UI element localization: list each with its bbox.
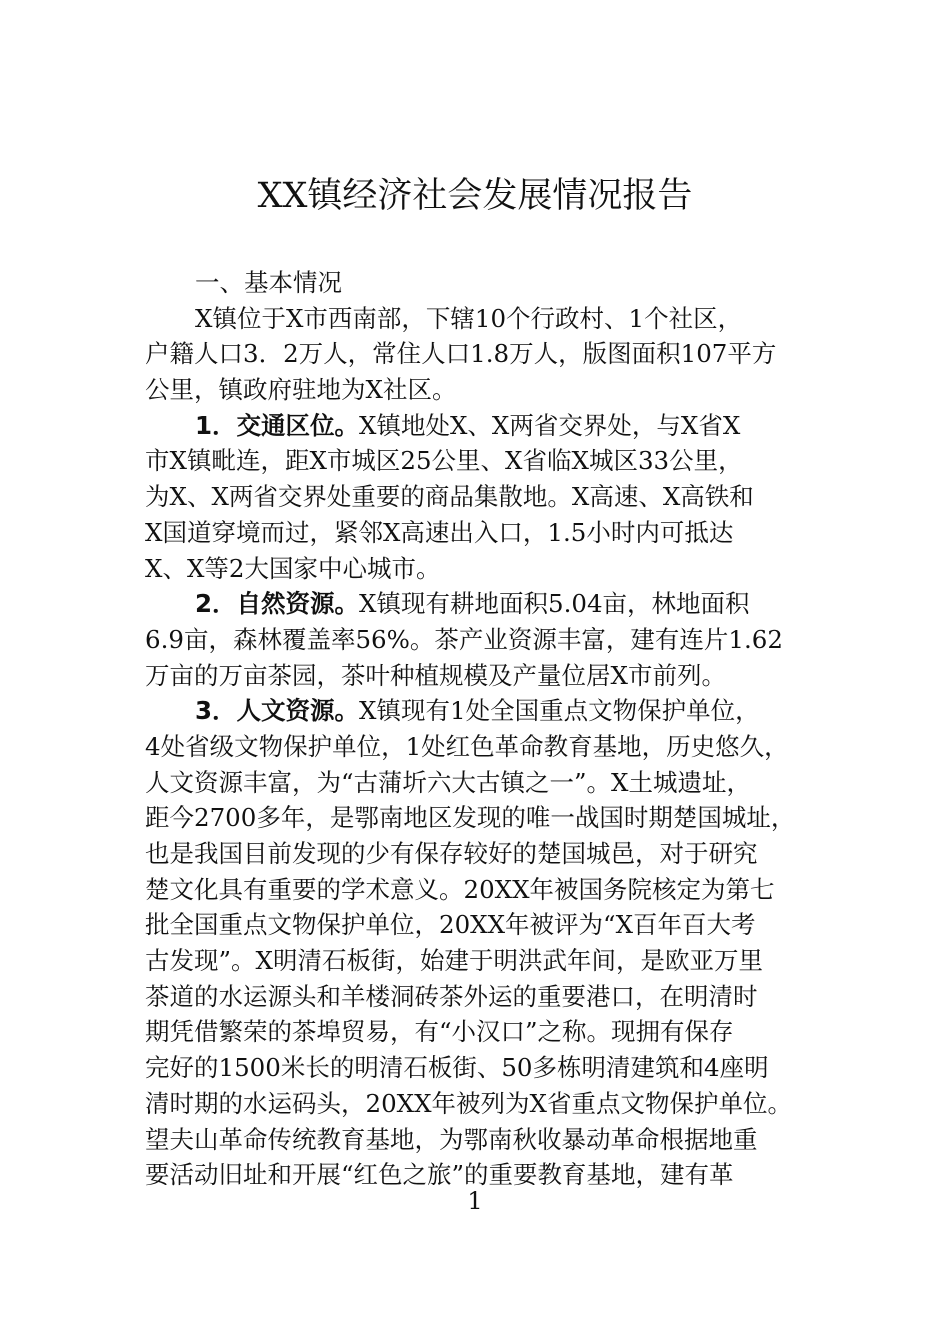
item-culture-line: 完好的1500米长的明清石板街、50多栋明清建筑和4座明: [145, 1053, 769, 1083]
item-transport-line: X、X等2大国家中心城市。: [145, 553, 441, 583]
item-culture-text: X镇现有1处全国重点文物保护单位，: [359, 696, 760, 726]
item-transport-text: X镇地处X、X两省交界处，与X省X: [359, 410, 741, 440]
item-culture-line: 楚文化具有重要的学术意义。20XX年被国务院核定为第七: [145, 874, 775, 904]
item-culture-lead: 3．人文资源。: [195, 696, 360, 726]
item-nature-lead: 2．自然资源。: [195, 589, 360, 619]
intro-line: 户籍人口3．2万人，常住人口1.8万人，版图面积107平方: [145, 339, 777, 369]
item-culture-line: 也是我国目前发现的少有保存较好的楚国城邑，对于研究: [145, 839, 758, 868]
document-body: [145, 265, 809, 1193]
page-number: 1: [467, 1187, 483, 1215]
item-nature-line: 6.9亩，森林覆盖率56%。茶产业资源丰富，建有连片1.62: [145, 624, 783, 654]
item-transport-lead: 1．交通区位。: [195, 410, 360, 440]
item-culture-line: 人文资源丰富，为“古蒲圻六大古镇之一”。X土城遗址，: [145, 767, 751, 797]
intro-line: X镇位于X市西南部，下辖10个行政村、1个社区，: [195, 303, 743, 333]
item-culture-line: 批全国重点文物保护单位，20XX年被评为“X百年百大考: [145, 910, 756, 940]
item-culture-line: 茶道的水运源头和羊楼洞砖茶外运的重要港口，在明清时: [145, 981, 758, 1011]
item-nature-first-line: [145, 586, 809, 622]
section-heading: 一、基本情况: [195, 268, 342, 297]
item-culture-first-line: [145, 693, 809, 729]
item-nature-text: X镇现有耕地面积5.04亩，林地面积: [359, 589, 750, 619]
item-culture-line: 要活动旧址和开展“红色之旅”的重要教育基地，建有革: [145, 1160, 734, 1190]
item-nature-line: 万亩的万亩茶园，茶叶种植规模及产量位居X市前列。: [145, 660, 726, 690]
item-transport-line: X国道穿境而过，紧邻X高速出入口，1.5小时内可抵达: [145, 517, 734, 547]
item-culture-line: 望夫山革命传统教育基地，为鄂南秋收暴动革命根据地重: [145, 1124, 758, 1154]
item-culture-line: 期凭借繁荣的茶埠贸易，有“小汉口”之称。现拥有保存: [145, 1017, 734, 1047]
item-transport-first-line: [145, 408, 809, 444]
document-title: XX镇经济社会发展情况报告: [257, 176, 693, 216]
item-culture-line: 清时期的水运码头，20XX年被列为X省重点文物保护单位。: [145, 1088, 792, 1118]
item-culture-line: 古发现”。X明清石板街，始建于明洪武年间，是欧亚万里: [145, 946, 763, 976]
item-transport-line: 为X、X两省交界处重要的商品集散地。X高速、X高铁和: [145, 482, 754, 512]
item-transport-line: 市X镇毗连，距X市城区25公里、X省临X城区33公里，: [145, 446, 743, 476]
item-culture-line: 4处省级文物保护单位，1处红色革命教育基地，历史悠久，: [145, 731, 789, 761]
intro-line: 公里，镇政府驻地为X社区。: [145, 375, 457, 405]
item-culture-line: 距今2700多年，是鄂南地区发现的唯一战国时期楚国城址，: [145, 803, 796, 833]
